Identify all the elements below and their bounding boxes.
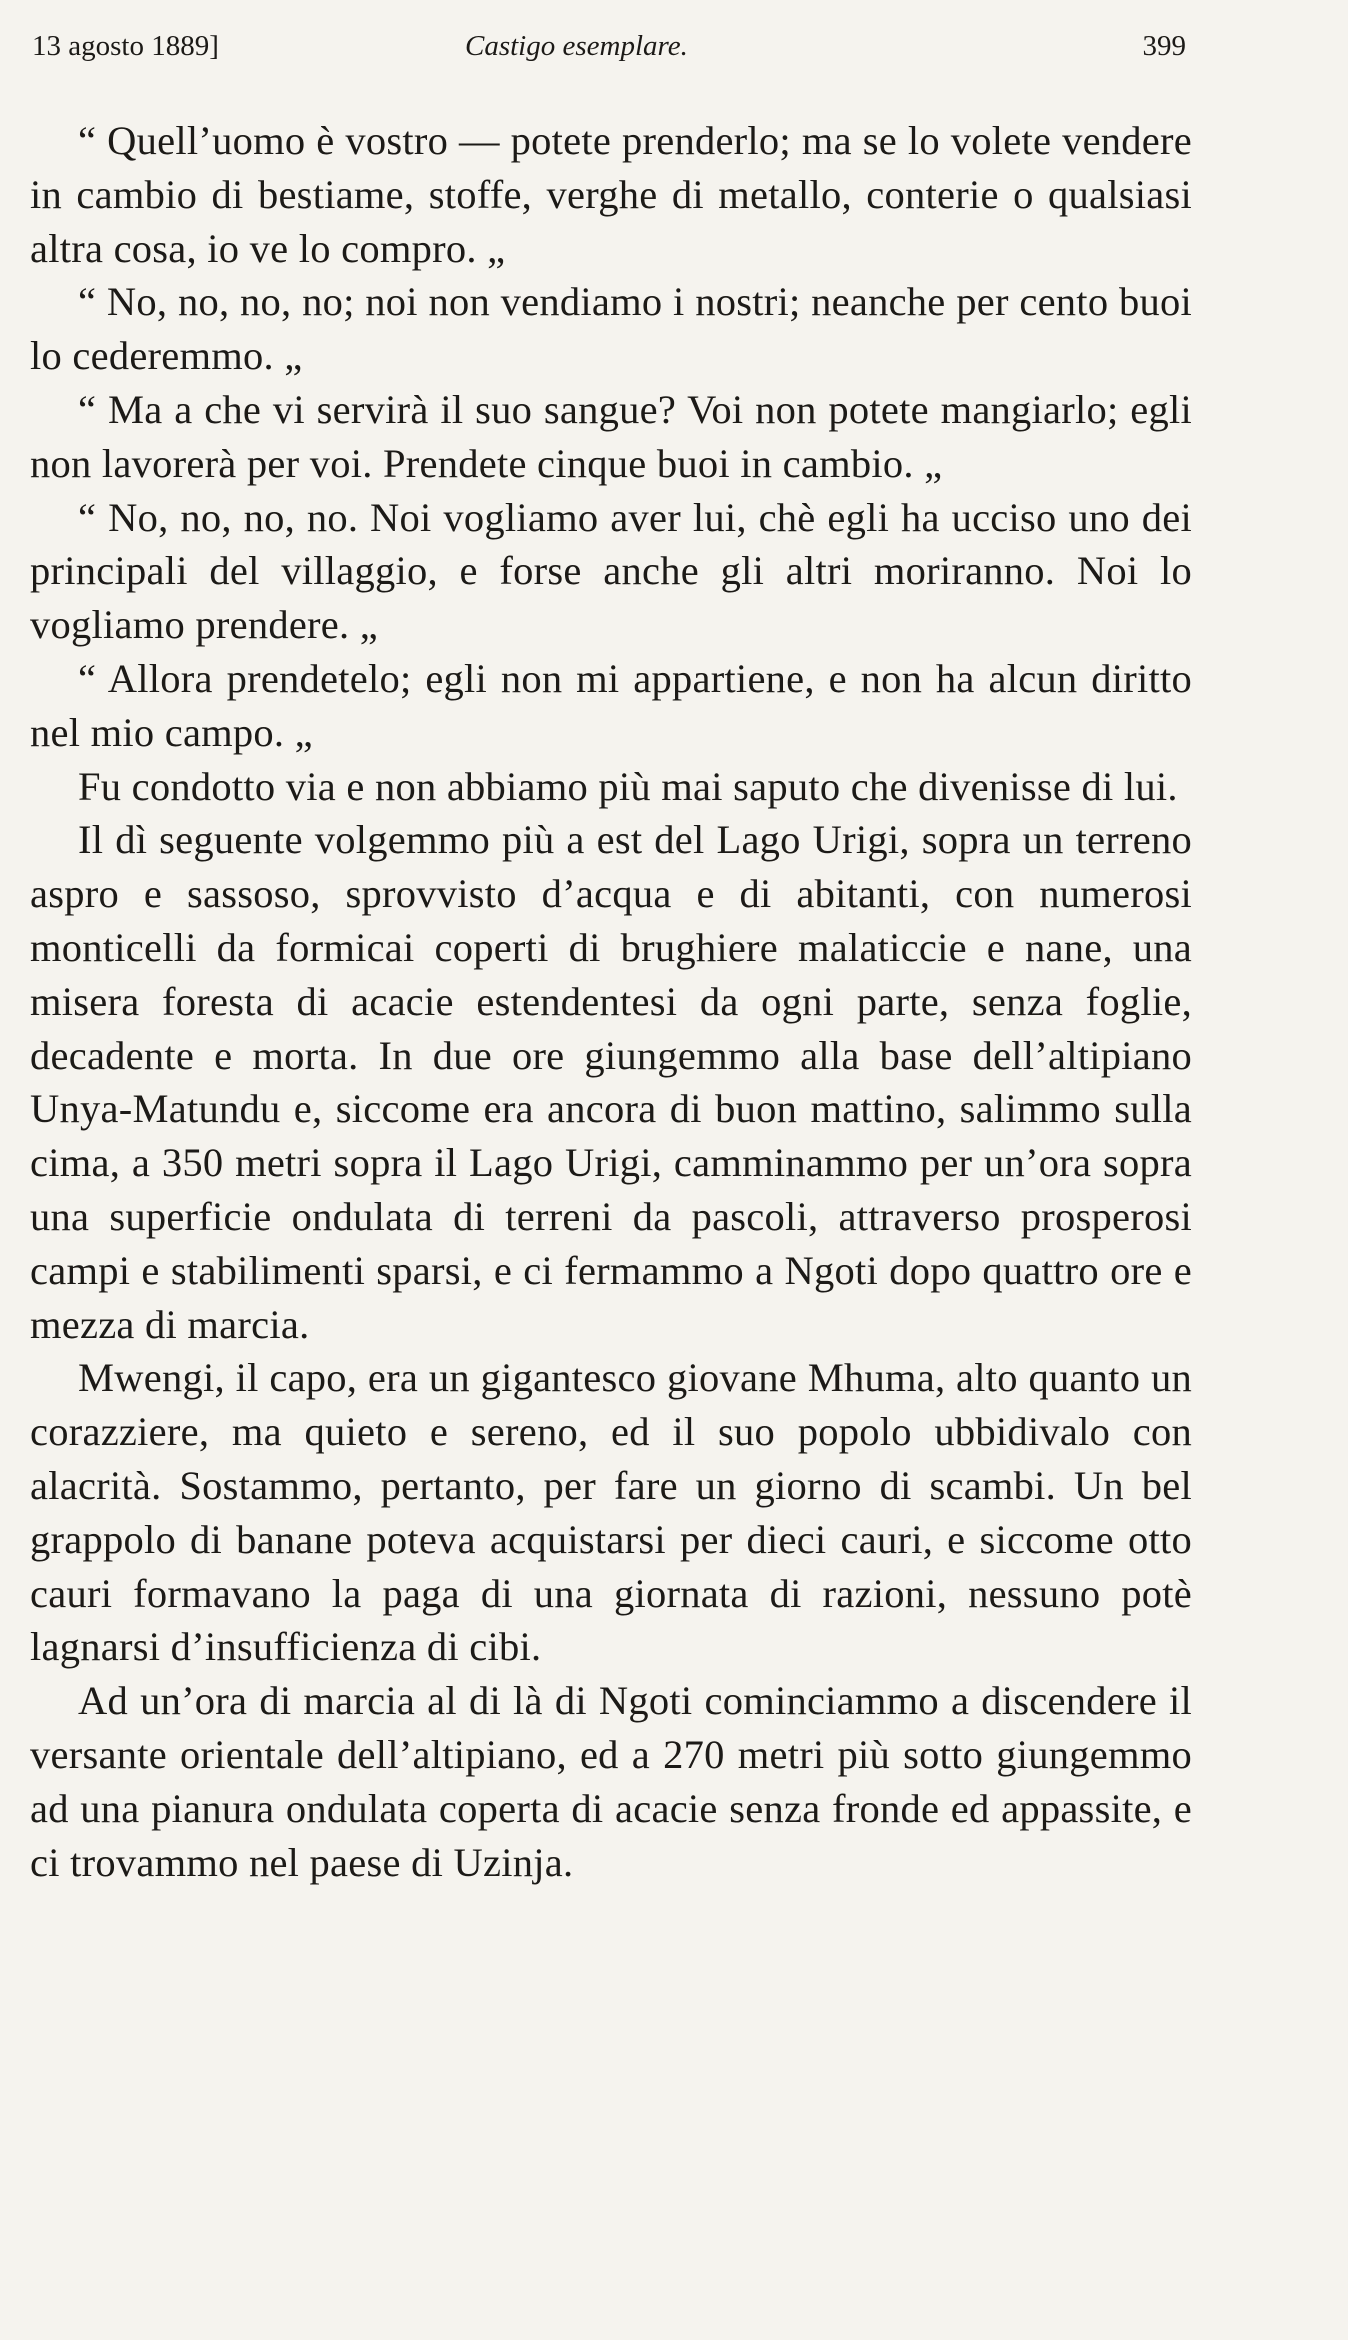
body-text: [30, 114, 1192, 1889]
paragraph: “ No, no, no, no; noi non vendiamo i nostri; neanche per cento buoi lo cederemmo. „: [30, 279, 1192, 379]
book-page: [30, 22, 1192, 1889]
header-title: Castigo esemplare.: [465, 30, 688, 62]
page-number: 399: [1142, 30, 1186, 62]
paragraph: “ Ma a che vi servirà il suo sangue? Voi non potete mangiarlo; egli non lavorerà per voi. Prendete cinque buoi in cambio. „: [30, 386, 1192, 486]
paragraph: Fu condotto via e non abbiamo più mai saputo che divenisse di lui.: [78, 763, 1178, 809]
paragraph: Ad un’ora di marcia al di là di Ngoti cominciammo a discendere il versante orientale dell’altipiano, ed a 270 metri più sotto giungemmo ad una pianura ondulata coperta di acacie senza fronde ed appassite, e ci trovammo nel paese di Uzinja.: [30, 1678, 1192, 1885]
paragraph: “ Allora prendetelo; egli non mi appartiene, e non ha alcun diritto nel mio campo. „: [30, 655, 1192, 755]
paragraph: Il dì seguente volgemmo più a est del Lago Urigi, sopra un terreno aspro e sassoso, sprovvisto d’acqua e di abitanti, con numerosi monticelli da formicai coperti di brughiere malaticcie e nane, una misera foresta di acacie estendentesi da ogni parte, senza foglie, decadente e morta. In due ore giungemmo alla base dell’altipiano Unya-Matundu e, siccome era ancora di buon mattino, salimmo sulla cima, a 350 metri sopra il Lago Urigi, camminammo per un’ora sopra una superficie ondulata di terreni da pascoli, attraverso prosperosi campi e stabilimenti sparsi, e ci fermammo a Ngoti dopo quattro ore e mezza di marcia.: [30, 817, 1192, 1347]
paragraph: Mwengi, il capo, era un gigantesco giovane Mhuma, alto quanto un corazziere, ma quieto e sereno, ed il suo popolo ubbidivalo con alacrità. Sostammo, pertanto, per fare un giorno di scambi. Un bel grappolo di banane poteva acquistarsi per dieci cauri, e siccome otto cauri formavano la paga di una giornata di razioni, nessuno potè lagnarsi d’insufficienza di cibi.: [30, 1355, 1192, 1670]
running-header: [30, 22, 1192, 70]
paragraph: “ Quell’uomo è vostro — potete prenderlo; ma se lo volete vendere in cambio di bestiame, stoffe, verghe di metallo, conterie o qualsiasi altra cosa, io ve lo compro. „: [30, 118, 1192, 271]
header-date: 13 agosto 1889]: [32, 30, 219, 62]
paragraph: “ No, no, no, no. Noi vogliamo aver lui, chè egli ha ucciso uno dei principali del villaggio, e forse anche gli altri moriranno. Noi lo vogliamo prendere. „: [30, 494, 1192, 648]
